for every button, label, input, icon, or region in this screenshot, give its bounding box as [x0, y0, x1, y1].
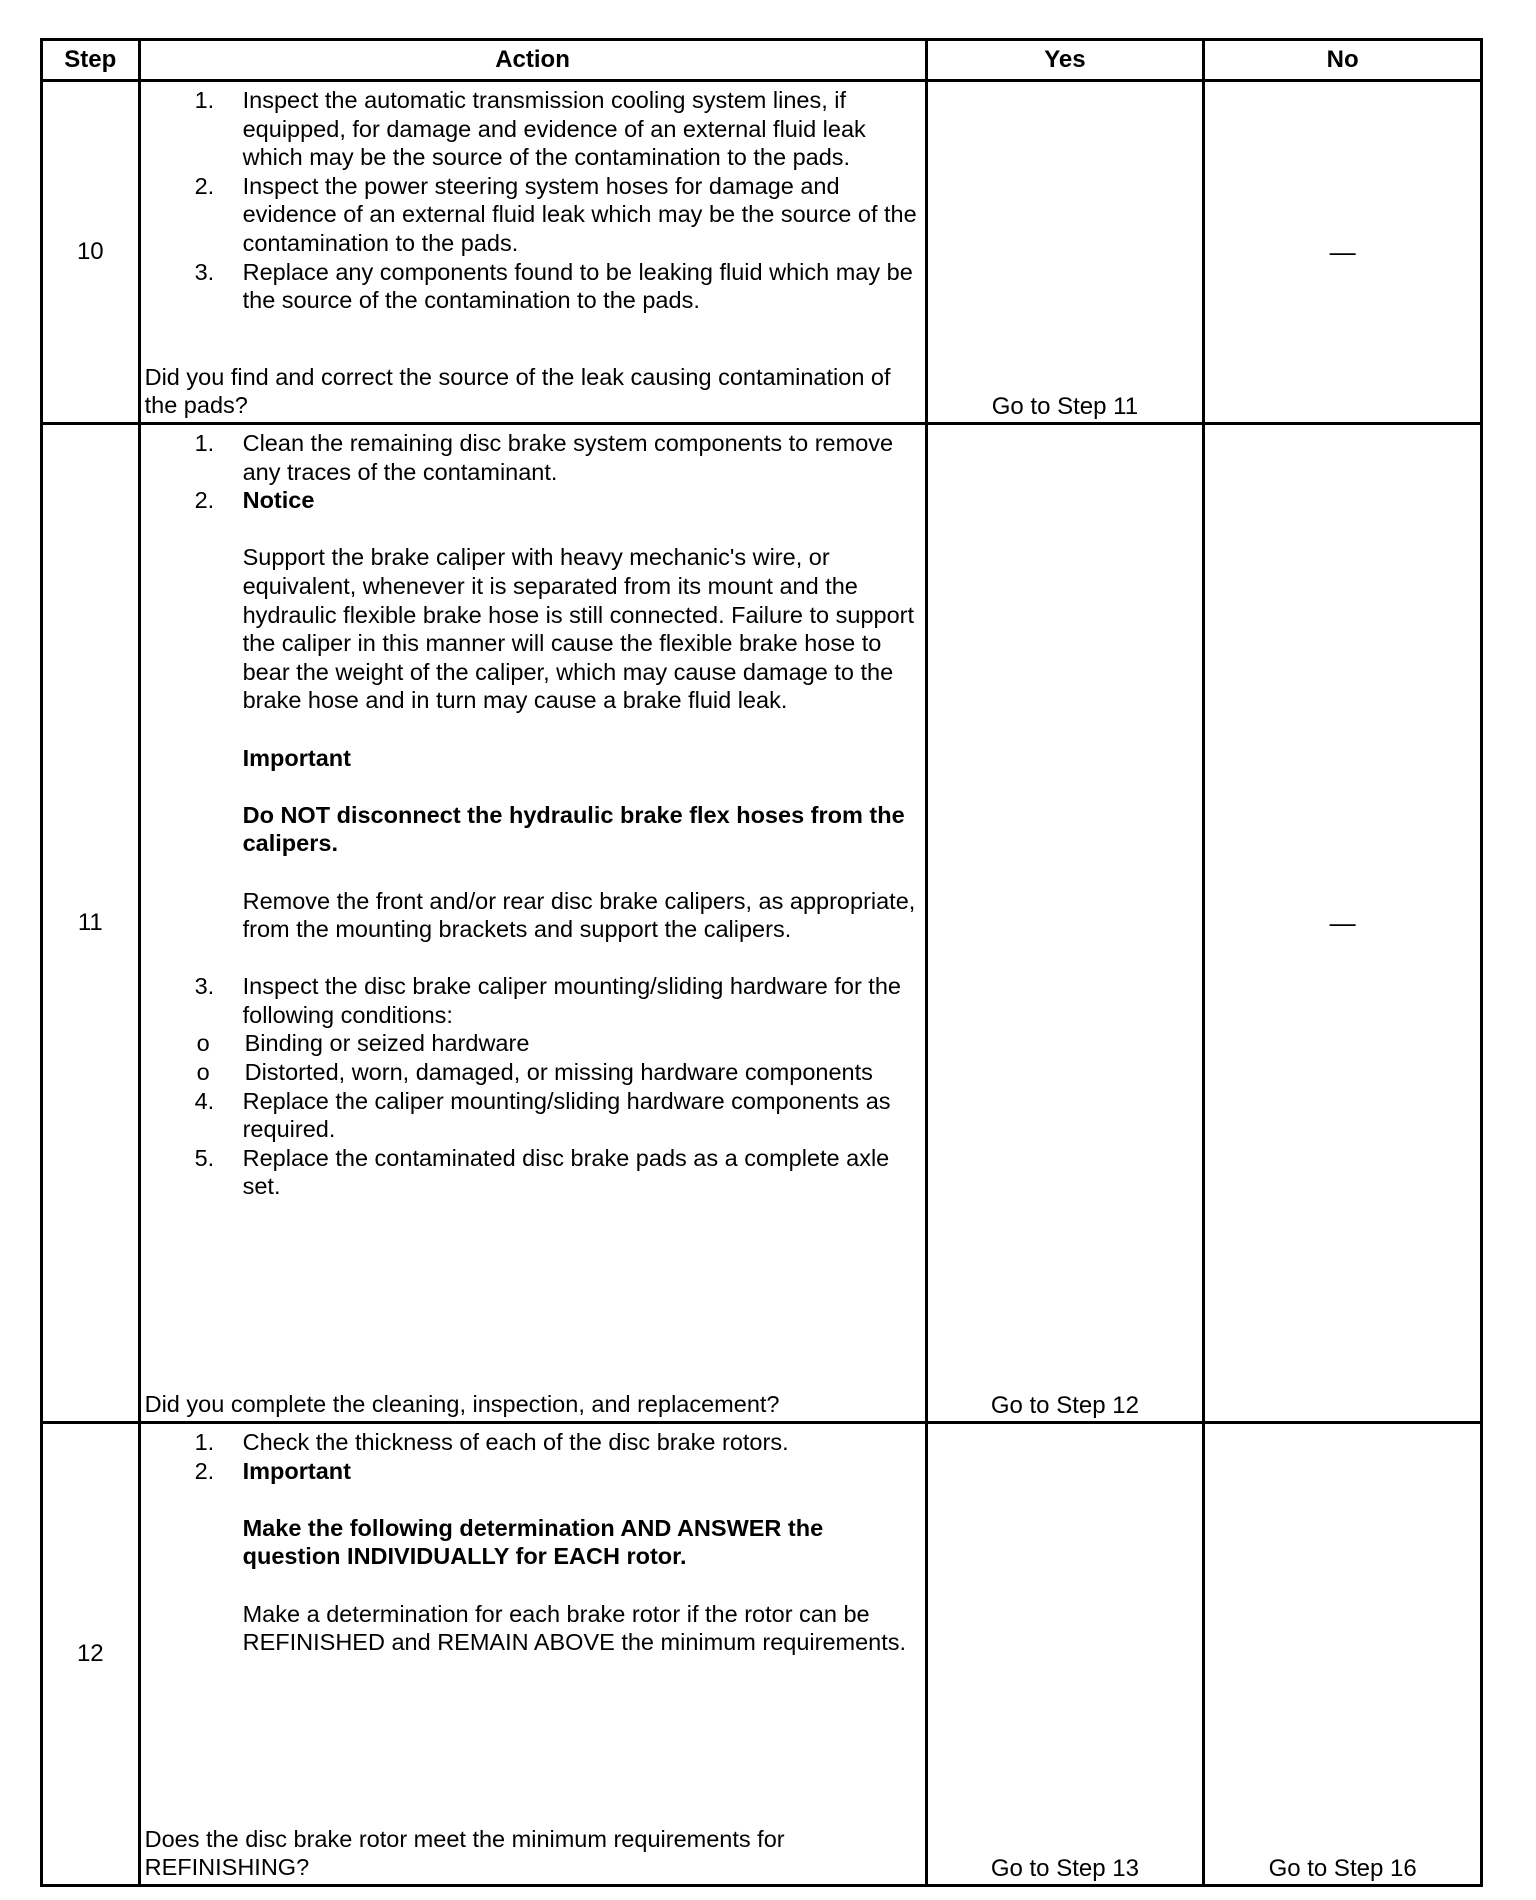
no-cell	[1204, 81, 1482, 424]
bullet-marker: o	[196, 1030, 210, 1057]
instruction-text: Remove the front and/or rear disc brake calipers, as appropriate, from the mounting brackets and support the calipers.	[242, 887, 916, 943]
bullet-text: Binding or seized hardware	[244, 1030, 530, 1057]
header-yes: Yes	[926, 40, 1204, 81]
list-item	[145, 972, 921, 1029]
table-row	[42, 81, 1482, 424]
list-item	[145, 429, 921, 486]
bullet-item	[145, 1029, 921, 1058]
list-item	[145, 1144, 921, 1201]
item-text: Replace the contaminated disc brake pads as a complete axle set.	[242, 1144, 890, 1200]
action-cell	[139, 1423, 926, 1886]
instruction-text: Make a determination for each brake rotor if the rotor can be REFINISHED and REMAIN ABOVE the minimum requirements.	[242, 1600, 907, 1656]
list-item	[145, 86, 921, 172]
item-number: 2.	[194, 172, 215, 199]
no-result: Go to Step 16	[1204, 1423, 1482, 1886]
bullet-marker: o	[196, 1059, 210, 1086]
list-item	[145, 486, 921, 972]
bullet-list	[145, 1029, 921, 1086]
list-item	[145, 1428, 921, 1457]
header-action: Action	[139, 40, 926, 81]
item-number: 1.	[194, 1429, 215, 1455]
notice-title: Notice	[242, 487, 315, 514]
no-cell	[1204, 424, 1482, 1423]
item-text: Check the thickness of each of the disc brake rotors.	[242, 1429, 789, 1455]
item-text: Replace the caliper mounting/sliding hardware components as required.	[242, 1087, 891, 1143]
important-text: Do NOT disconnect the hydraulic brake flex hoses from the calipers.	[242, 801, 905, 857]
item-number: 3.	[194, 973, 215, 1000]
list-item	[145, 1087, 921, 1144]
item-text: Inspect the automatic transmission cooling system lines, if equipped, for damage and evidence of an external fluid leak which may be the source of the contamination to the pads.	[242, 87, 866, 171]
important-title: Important	[242, 744, 351, 771]
item-number: 1.	[194, 87, 215, 113]
item-text: Inspect the power steering system hoses for damage and evidence of an external fluid leak which may be the source of the contamination to the pads.	[242, 172, 917, 256]
item-text: Replace any components found to be leaking fluid which may be the source of the contamination to the pads.	[242, 258, 913, 314]
item-number: 2.	[194, 487, 215, 514]
yes-result: Go to Step 12	[926, 424, 1204, 1423]
yes-result: Go to Step 11	[926, 81, 1204, 424]
item-text: Clean the remaining disc brake system components to remove any traces of the contaminant.	[242, 430, 894, 485]
header-no: No	[1204, 40, 1482, 81]
step-number: 12	[42, 1423, 140, 1886]
header-step: Step	[42, 40, 140, 81]
bullet-text: Distorted, worn, damaged, or missing hardware components	[244, 1059, 873, 1086]
important-text: Make the following determination AND ANSWER the question INDIVIDUALLY for EACH rotor.	[242, 1514, 824, 1570]
list-item	[145, 1457, 921, 1657]
action-cell	[139, 424, 926, 1423]
item-number: 4.	[194, 1087, 215, 1114]
item-number: 3.	[194, 258, 215, 285]
bullet-item	[145, 1058, 921, 1087]
step-number: 10	[42, 81, 140, 424]
action-cell	[139, 81, 926, 424]
item-text: Inspect the disc brake caliper mounting/sliding hardware for the following conditions:	[242, 973, 901, 1028]
yes-result: Go to Step 13	[926, 1423, 1204, 1886]
item-number: 2.	[194, 1457, 215, 1484]
no-result: —	[1329, 236, 1356, 267]
question-text: Did you find and correct the source of the leak causing contamination of the pads?	[144, 363, 891, 419]
table-row	[42, 424, 1482, 1423]
item-number: 1.	[194, 430, 215, 456]
header-row	[42, 40, 1482, 81]
question-text: Does the disc brake rotor meet the minimum requirements for REFINISHING?	[144, 1825, 785, 1881]
table-row	[42, 1423, 1482, 1886]
list-item	[145, 258, 921, 315]
step-number: 11	[42, 424, 140, 1423]
important-title: Important	[242, 1457, 351, 1484]
notice-text: Support the brake caliper with heavy mechanic's wire, or equivalent, whenever it is separated from its mount and the hydraulic flexible brake hose is still connected. Failure to support the caliper in this manner will cause the flexible brake hose to bear the weight of the caliper, which may cause damage to the brake hose and in turn may cause a brake fluid leak.	[242, 544, 915, 714]
item-number: 5.	[194, 1144, 215, 1171]
no-result: —	[1329, 907, 1356, 938]
list-item	[145, 172, 921, 258]
diagnostic-table	[40, 38, 1483, 1887]
question-text: Did you complete the cleaning, inspection, and replacement?	[144, 1391, 780, 1418]
